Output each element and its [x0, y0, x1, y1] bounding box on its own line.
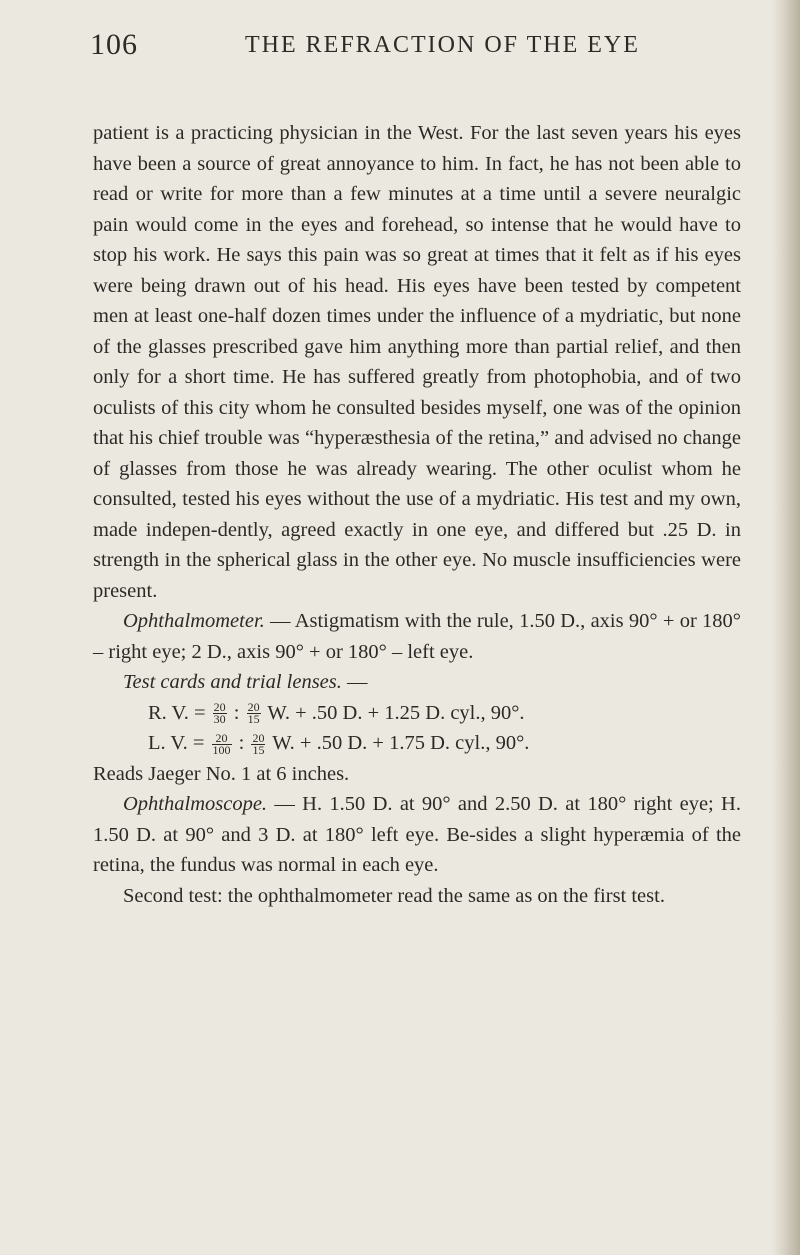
lv-suffix: W. + .50 D. + 1.75 D. cyl., 90°. — [267, 732, 530, 754]
rv-fraction-2 — [247, 702, 261, 725]
paragraph-second-test: Second test: the ophthalmometer read the same as on the first test. — [123, 884, 665, 907]
rv-suffix: W. + .50 D. + 1.25 D. cyl., 90°. — [262, 701, 525, 724]
lv-fraction-1 — [212, 730, 232, 757]
lv-fraction-2-numerator: 20 — [252, 730, 265, 745]
ophthalmoscope-text: — H. 1.50 D. at 90° and 2.50 D. at 180° right eye; H. 1.50 D. at 90° and 3 D. at 180° left eye. Be-sides a slight hyperæmia of the retina, the fundus was normal in each eye. — [93, 793, 741, 876]
rv-fraction-1-numerator: 20 — [213, 700, 226, 715]
paragraph-ophthalmoscope — [93, 789, 741, 881]
test-cards-label: Test cards and trial lenses. — [123, 671, 342, 693]
page-header — [0, 28, 800, 68]
paragraph-jaeger: Reads Jaeger No. 1 at 6 inches. — [93, 762, 350, 785]
lv-colon: : — [233, 732, 250, 754]
running-title: THE REFRACTION OF THE EYE — [245, 32, 640, 58]
lv-fraction-2 — [251, 730, 265, 757]
body-text — [93, 118, 741, 911]
formula-right-vision — [93, 698, 741, 729]
rv-fraction-1-denominator: 30 — [213, 712, 226, 727]
lv-prefix: L. V. = — [148, 732, 210, 754]
page-edge-shadow — [772, 0, 800, 1255]
rv-prefix: R. V. = — [148, 701, 211, 724]
ophthalmometer-label: Ophthalmometer. — [123, 610, 265, 632]
paragraph-patient-history: patient is a practicing physician in the West. For the last seven years his eyes have been a source of great annoyance to him. In fact, he has not been able to read or write for more than a few minutes at a time until a severe neuralgic pain would come in the eyes and forehead, so intense that he would have to stop his work. He says this pain was so great at times that it felt as if his eyes were being drawn out of his head. His eyes have been tested by competent men at least one-half dozen times under the influence of a mydriatic, but none of the glasses prescribed gave him anything more than partial relief, and then only for a short time. He has suffered greatly from photophobia, and of two oculists of this city whom he consulted besides myself, one was of the opinion that his chief trouble was “hyperæsthesia of the retina,” and advised no change of glasses from those he was already wearing. The other oculist whom he consulted, tested his eyes without the use of a mydriatic. His test and my own, made indepen-dently, agreed exactly in one eye, and differed but .25 D. in strength in the spherical glass in the other eye. No muscle insufficiencies were present. — [93, 122, 741, 602]
rv-fraction-2-denominator: 15 — [247, 712, 260, 727]
rv-fraction-1 — [213, 702, 227, 725]
ophthalmometer-text: — Astigmatism with the rule, 1.50 D., axis 90° + or 180° – right eye; 2 D., axis 90° + or 180° – left eye. — [93, 610, 741, 663]
lv-fraction-1-denominator: 100 — [212, 742, 231, 757]
formula-left-vision — [93, 728, 741, 759]
rv-fraction-2-numerator: 20 — [247, 700, 260, 715]
rv-colon: : — [228, 701, 245, 724]
paragraph-ophthalmometer — [93, 606, 741, 667]
lv-fraction-1-numerator: 20 — [212, 733, 232, 745]
page-number: 106 — [90, 28, 138, 61]
paragraph-test-cards — [93, 667, 741, 698]
lv-fraction-2-denominator: 15 — [252, 742, 265, 757]
ophthalmoscope-label: Ophthalmoscope. — [123, 793, 268, 815]
test-cards-dash: — — [341, 671, 368, 693]
